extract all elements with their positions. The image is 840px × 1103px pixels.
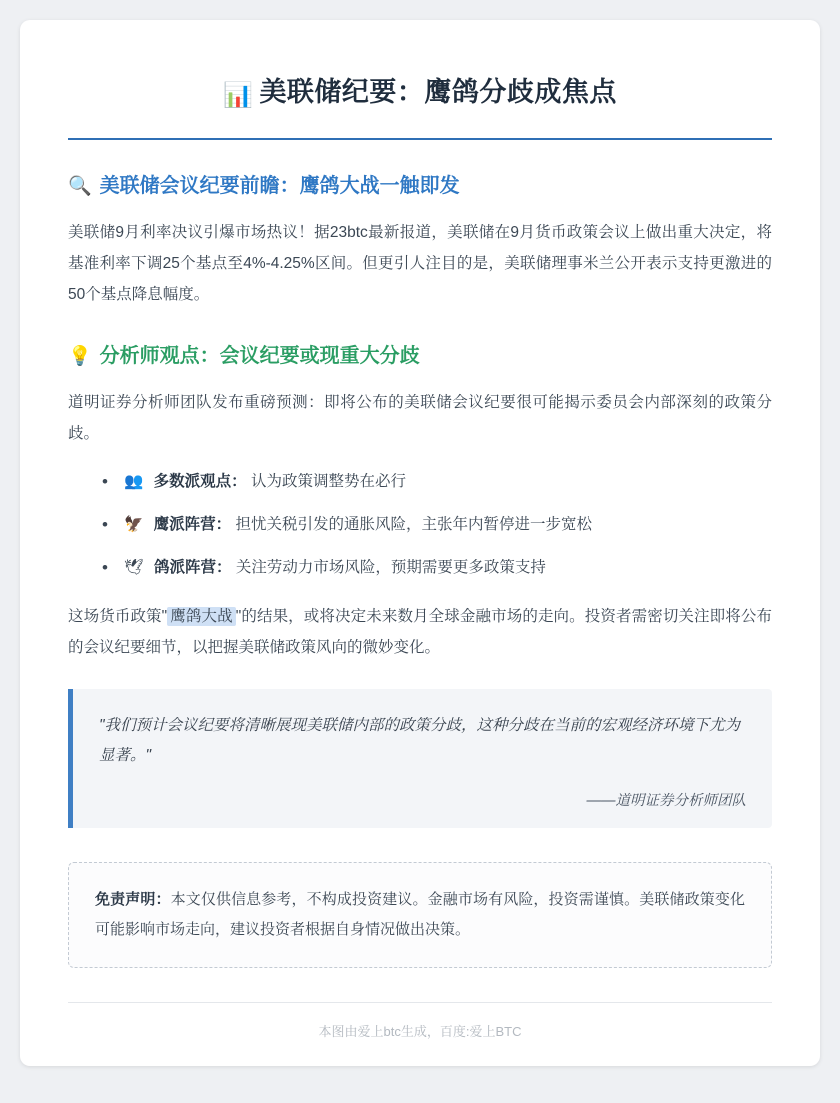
- eagle-icon: 🦅: [124, 516, 144, 534]
- document-card: [20, 20, 820, 1066]
- list-item-label: 鹰派阵营：: [153, 516, 232, 534]
- list-item: [102, 553, 772, 582]
- list-item: [102, 510, 772, 539]
- paragraph-outlook: 美联储9月利率决议引爆市场热议！据23btc最新报道，美联储在9月货币政策会议上做出重大决定，将基准利率下调25个基点至4%-4.25%区间。但更引人注目的是，美联储理事米兰公开表示支持更激进的50个基点降息幅度。: [68, 223, 772, 303]
- list-item: [102, 467, 772, 496]
- closing-before: 这场货币政策": [68, 607, 168, 625]
- quote-attribution: ——道明证券分析师团队: [586, 793, 746, 810]
- bullet-icon: •: [102, 558, 108, 578]
- points-list: [68, 467, 772, 583]
- disclaimer-box: [68, 862, 772, 968]
- list-item-text: 关注劳动力市场风险，预期需要更多政策支持: [235, 559, 546, 577]
- page-title: [68, 74, 772, 140]
- dove-icon: 🕊: [124, 559, 144, 577]
- section-heading-analyst: [68, 342, 772, 371]
- paragraph-analyst: 道明证券分析师团队发布重磅预测：即将公布的美联储会议纪要很可能揭示委员会内部深刻的政策分歧。: [68, 393, 772, 442]
- bullet-icon: •: [102, 471, 108, 491]
- section-heading-analyst-text: 分析师观点：会议纪要或现重大分歧: [99, 344, 420, 367]
- people-icon: 👥: [124, 472, 144, 490]
- list-item-label: 多数派观点：: [153, 472, 247, 490]
- disclaimer-label: 免责声明：: [95, 891, 171, 909]
- magnifier-icon: 🔍: [68, 176, 92, 198]
- disclaimer-text: 本文仅供信息参考，不构成投资建议。金融市场有风险，投资需谨慎。美联储政策变化可能影响市场走向，建议投资者根据自身情况做出决策。: [95, 891, 745, 939]
- closing-after: "的结果，或将决定未来数月全球金融市场的走向。投资者需密切关注即将公布的会议纪要细节，以把握美联储政策风向的微妙变化。: [68, 607, 772, 656]
- bar-chart-icon: 📊: [223, 82, 254, 109]
- page-title-text: 美联储纪要：鹰鸽分歧成焦点: [259, 77, 617, 107]
- lightbulb-icon: 💡: [68, 345, 92, 367]
- list-item-label: 鸽派阵营：: [154, 559, 232, 577]
- list-item-text: 认为政策调整势在必行: [250, 472, 406, 490]
- list-item-text: 担忧关税引发的通胀风险，主张年内暂停进一步宽松: [235, 516, 592, 534]
- section-heading-outlook-text: 美联储会议纪要前瞻：鹰鸽大战一触即发: [99, 175, 460, 198]
- highlighted-term: 鹰鸽大战: [167, 607, 236, 626]
- bullet-icon: •: [102, 515, 108, 535]
- footer-credit: 本图由爱上btc生成，百度:爱上BTC: [68, 1002, 772, 1040]
- pull-quote: [68, 689, 772, 828]
- quote-text: "我们预计会议纪要将清晰展现美联储内部的政策分歧，这种分歧在当前的宏观经济环境下尤为显著。": [99, 716, 741, 765]
- section-heading-outlook: [68, 172, 772, 201]
- paragraph-closing: [68, 601, 772, 663]
- disclaimer-paragraph: [95, 885, 745, 945]
